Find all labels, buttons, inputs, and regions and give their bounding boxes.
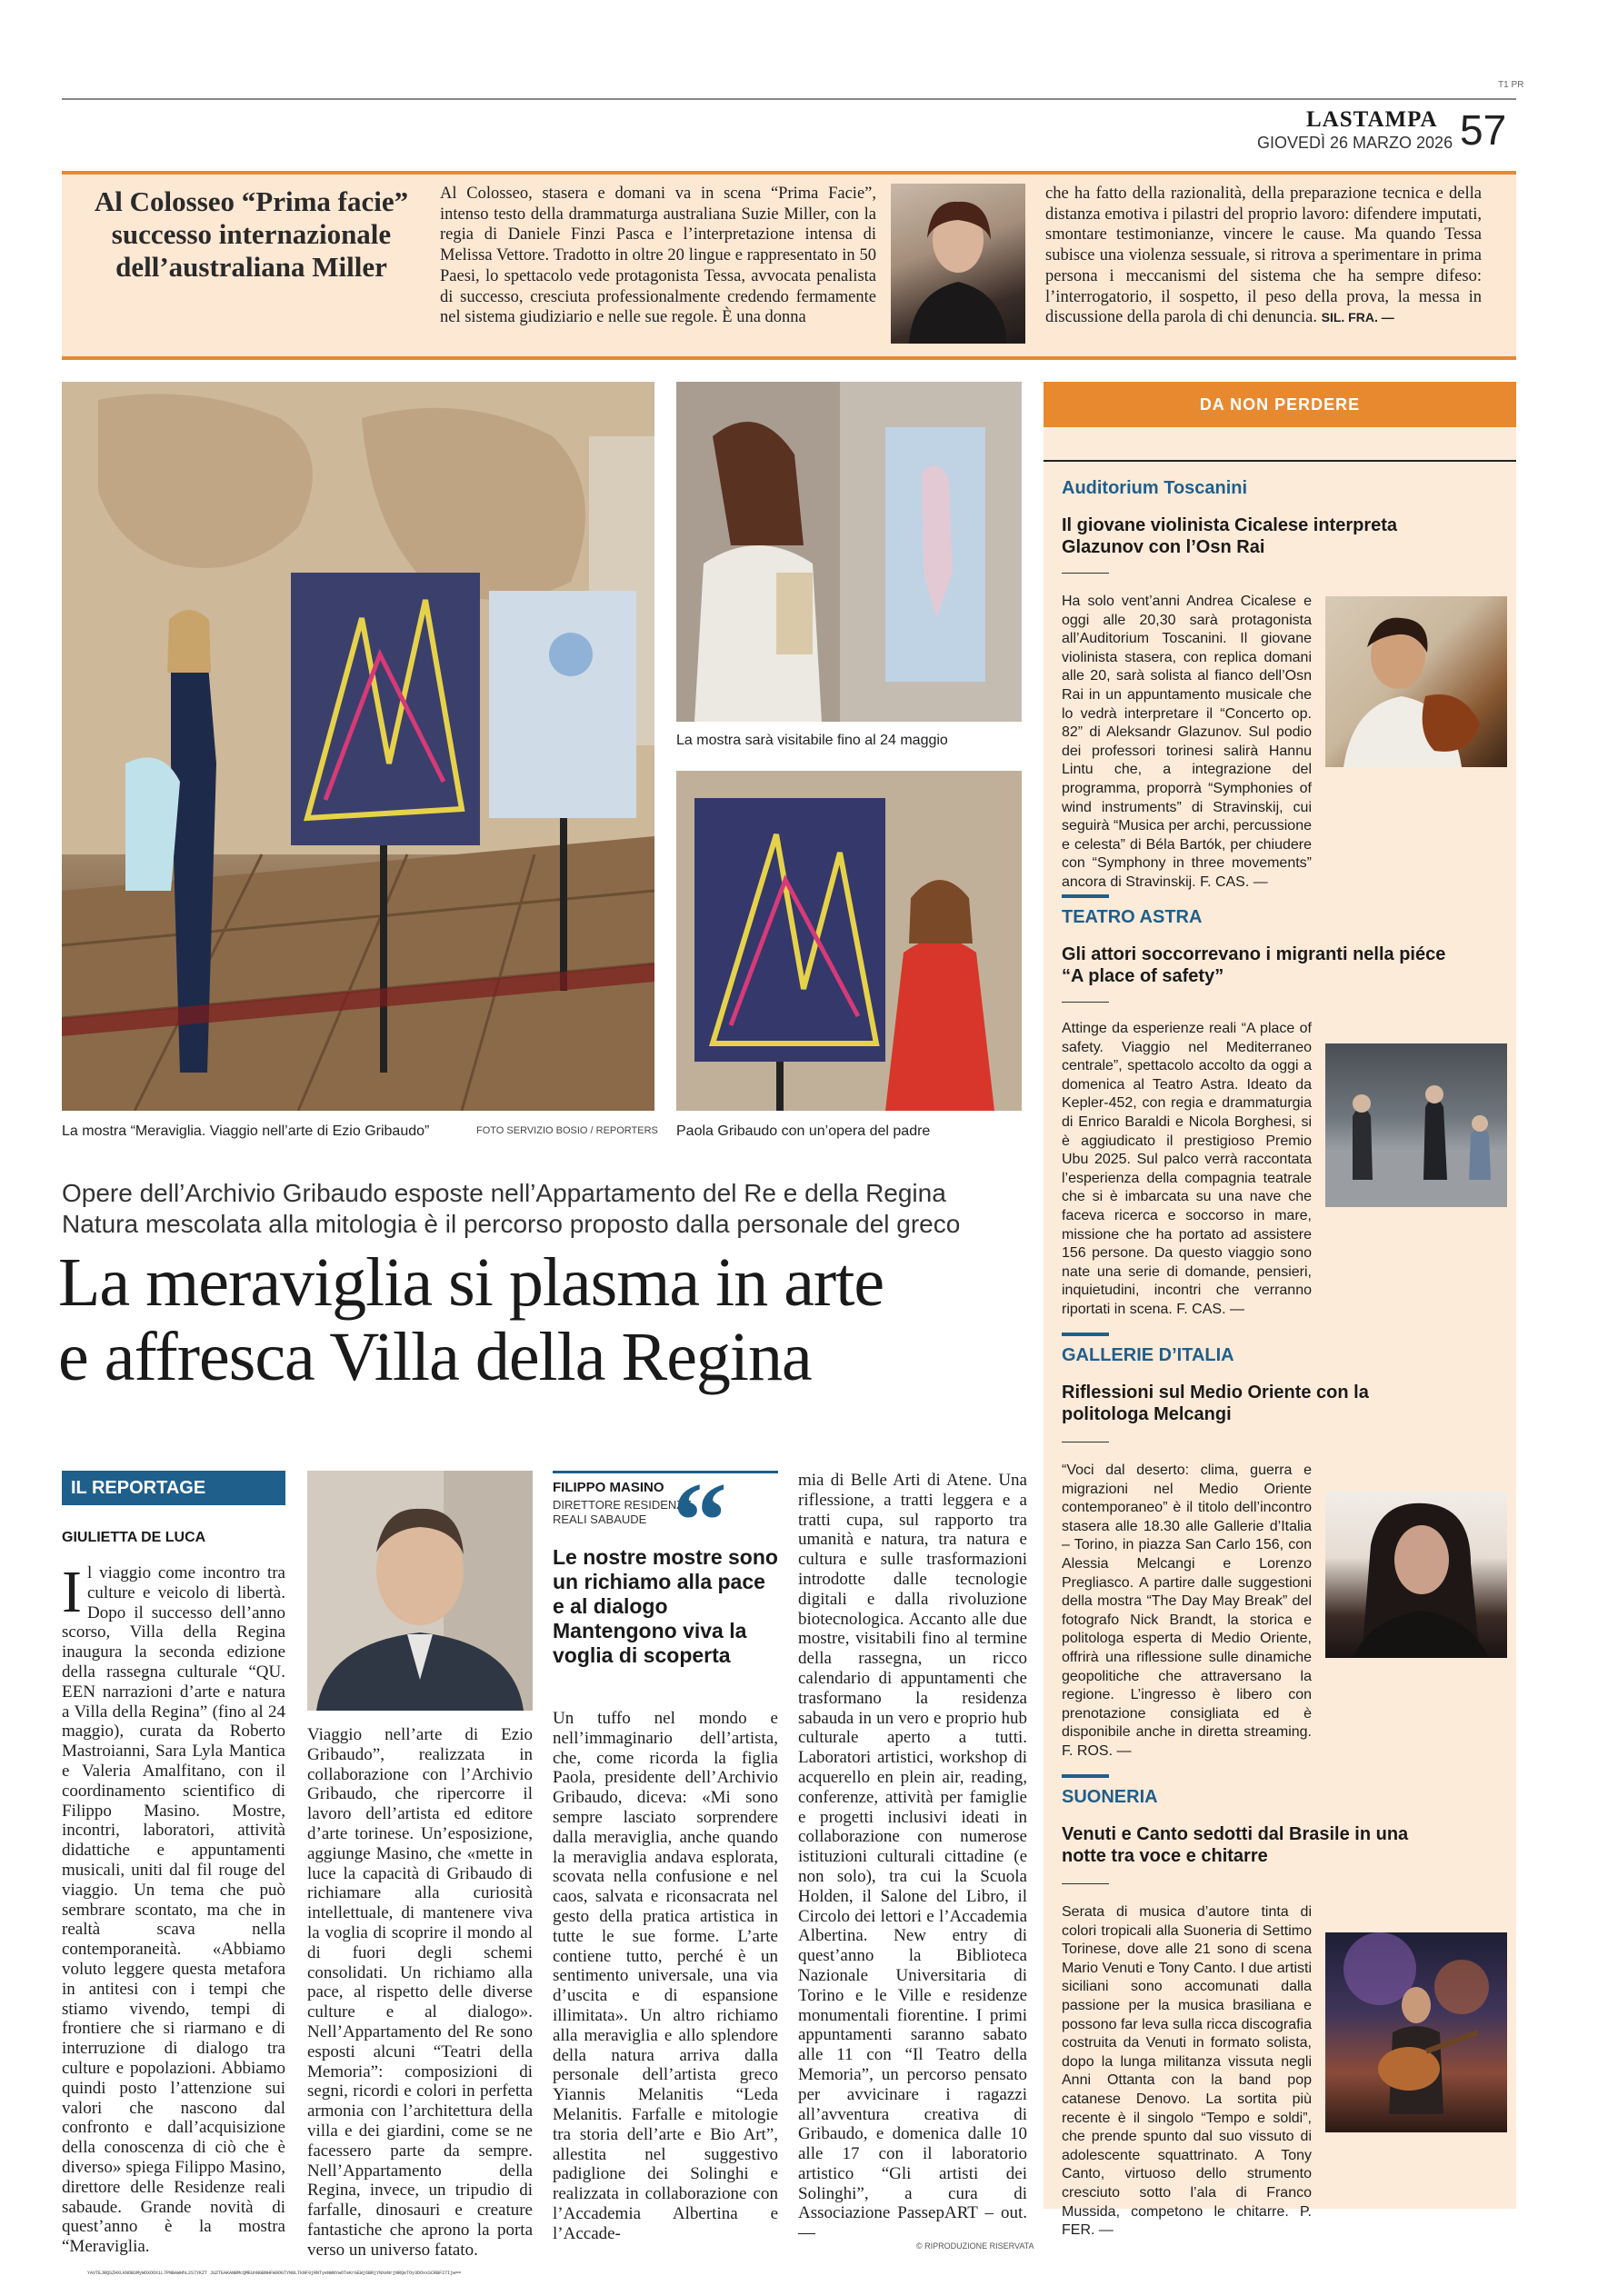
top-box-text-right-body: che ha fatto della razionalità, della preparazione tecnica e della distanza emotiva i pilastri del proprio lavoro: difendere imputati, smontare testimonianze, vincere le cause. Ma quando Tessa subisce una violenza sessuale, si ritrova a sperimentare in prima persona i meccanismi del sistema che ha sempre difeso: l’interrogatorio, il sospetto, il peso della prova, la messa in discussione della parola di chi denuncia. [1045,185,1482,327]
section-tag: IL REPORTAGE [62,1471,285,1505]
filippo-masino-photo [307,1471,533,1711]
sidebar-item-text: Serata di musica d’autore tinta di colori tropicali alla Suoneria di Settimo Torinese, dove alle 21 sono di scena Mario Venuti e Tony Canto. I due artisti siciliani sono accomunati dalla passione per la musica brasiliana e possono far leva sulla ricca discografia costruita da Venuti in formato solista, dopo la lunga militanza vissuta negli Anni Ottanta con la band pop catanese Denovo. La sortita più recente è il singolo “Tempo e soldi”, che prende spunto dal suo vissuto di adolescente squattrinato. A Tony Canto, virtuoso dello strumento cresciuto sotto l’ala di Franco Mussida, competono le chitarre. P. FER. — [1062,1904,1312,2239]
article-column-4: mia di Belle Arti di Atene. Una riflessione, a tratti leggera e a tratti cupa, sul rapporto tra umanità e natura, tra natura e cultura e sulle trasformazioni introdotte dalle tecnologie digitali e dalla rivoluzione biotecnologica. Accanto alle due mostre, visitabili fino al termine della rassegna, un ricco calendario di appuntamenti che trasformano la residenza sabauda in un vero e proprio hub culturale aperto a tutti. Laboratori artistici, workshop di acquerello en plein air, reading, conferenze, attività per famiglie e progetti inclusivi ideati in collaborazione con numerose istituzioni culturali cittadine (e non solo), tra cui la Scuola Holden, il Salone del Libro, il Circolo dei lettori e l’Accademia Albertina. New entry di quest’anno la Biblioteca Nazionale Universitaria di Torino e le Ville e residenze monumentali fiorentine. I primi appuntamenti saranno sabato alle 11 con “Il Teatro della Memoria”, un percorso pensato per avvicinare i ragazzi all’avventura creativa di Gribaudo, e domenica dalle 10 alle 17 con il laboratorio artistico “Gli artisti dei Solinghi”, a cura di Associazione PassepART – out. — [798,1471,1027,2243]
page-code: T1 PR [1498,80,1524,90]
top-box-text-right [1045,184,1482,328]
visitor-photo-caption: La mostra sarà visitabile fino al 24 maggio [676,733,948,748]
theatre-stage-photo [1325,1043,1507,1207]
article-headline [58,1245,1058,1394]
subtitle-line-1: Opere dell’Archivio Gribaudo esposte nell’Appartamento del Re e della Regina [62,1179,946,1207]
exhibition-hall-photo [62,382,654,1111]
header-rule [62,98,1516,100]
sidebar-item-title: Gli attori soccorrevano i migranti nella piéce “A place of safety” [1062,944,1446,986]
sidebar-tag-bar [1062,894,1109,898]
sidebar-tag-bar [1062,1774,1109,1778]
quote-rule [553,1471,778,1473]
top-box-text-left: Al Colosseo, stasera e domani va in scena “Prima Facie”, intenso testo della drammaturga australiana Suzie Miller, con la regia di Daniele Finzi Pasca e l’interpretazione intensa di Melissa Vettore. Tradotto in oltre 20 lingue e rappresentato in 50 Paesi, lo spettacolo vede protagonista Tessa, avvocata penalista di successo, cresciuta professionalmente credendo fermamente nel sistema giudiziario e nelle sue regole. È una donna [440,185,876,327]
sidebar-small-rule [1062,1883,1109,1884]
sidebar-tag-bar [1062,1333,1109,1336]
headline-line-1: La meraviglia si plasma in arte [58,1244,884,1321]
footer-code: YAVTEJRQSZHXLKNOBSMyWOXOOXiL7PNBAWHhL2S7YKZT JUZTEAKANBMcQMEUnNGBNHFW9OGTYN0LTkNF9jRNTyeNWNYwOTeKrGEWj6BRjYNXeNrjNRQeTOy3DOxxSCRBF27Ijw== [87,2271,462,2276]
sidebar-small-rule [1062,1002,1109,1003]
drop-cap: I [62,1559,82,1625]
article-column-1-text: l viaggio come incontro tra culture e veicolo di libertà. Dopo il successo dell’anno scorso, Villa della Regina inaugura la seconda edizione della rassegna culturale “QU. EEN narrazioni d’arte e natura a Villa della Regina” (fino al 24 maggio), curata da Roberto Mastroianni, Sara Lyla Mantica e Valeria Amalfitano, con il coordinamento scientifico di Filippo Masino. Mostre, incontri, laboratori, attività didattiche e appuntamenti musicali, uniti dal fil rouge del viaggio. Un tema che può sembrare scontato, ma che in realtà scava nella contemporaneità. «Abbiamo voluto leggere questa metafora in antitesi con i tempi che stiamo vivendo, tempi di frontiere che si riarmano e di interruzione di dialogo tra culture e popolazioni. Abbiamo quindi posto l’attenzione sui valori che nascono dal confronto e dall’acquisizione della conoscenza di ciò che è diverso» spiega Filippo Masino, direttore delle Residenze reali sabaude. Grande novità di quest’anno è la mostra “Meraviglia. [62,1563,285,2257]
sidebar-item-tag: Auditorium Toscanini [1062,478,1248,498]
actress-photo [891,184,1025,344]
sidebar-item-tag: SUONERIA [1062,1787,1158,1807]
sidebar-item-text: “Voci dal deserto: clima, guerra e migrazioni nel Medio Oriente contemporaneo” è il titolo dell’incontro stasera alle 18.30 alle Gallerie d’Italia – Torino, in piazza San Carlo 156, con Alessia Melcangi e Lorenzo Pregliasco. A partire dalle suggestioni della mostra “The Day May Break” del fotografo Nick Brandt, la storica e politologa esperta di Medio Oriente, offrirà una riflessione sulle dinamiche geopolitiche che attraversano la regione. L’ingresso è libero con prenotazione consigliata ed è disponibile anche in diretta streaming. F. ROS. — [1062,1462,1312,1759]
violinist-photo [1325,596,1507,767]
issue-date: GIOVEDÌ 26 MARZO 2026 [1257,134,1453,152]
quote-mark-icon: “ [673,1460,727,1581]
author-byline: GIULIETTA DE LUCA [62,1530,206,1545]
gribaudo-photo-caption: Paola Gribaudo con un’opera del padre [676,1123,931,1139]
top-box-title: Al Colosseo “Prima facie” successo internazionale dell’australiana Miller [94,185,409,283]
newspaper-brand: LASTAMPA [1306,107,1438,132]
sidebar-item-text: Attinge da esperienze reali “A place of safety. Viaggio nel Mediterraneo centrale”, spettacolo accolto da oggi a domenica al Teatro Astra. Ideato da Kepler-452, con regia e drammaturgia di Enrico Baraldi e Nicola Borghesi, si è aggiudicato il prestigioso Premio Ubu 2025. Sul palco verrà raccontata l’esperienza della compagnia teatrale che si è imbarcata su una nave che faceva ricerca e soccorso in mare, missione che ha portato ad assistere 156 persone. Da questo viaggio sono nate una serie di domande, pensieri, inquietudini, incontri che verranno riportati in scena. F. CAS. — [1062,1021,1312,1317]
article-column-3: Un tuffo nel mondo e nell’immaginario dell’artista, che, come ricorda la figlia Paola, presidente dell’Archivio Gribaudo, diceva: «Mi sono sempre lasciato sorprendere dalla meraviglia, anche quando la meraviglia andava esplorata, scovata nella confusione e nel caos, salvata e riconsacrata nel gesto della pratica artistica in tutte le sue forme. L’arte contiene tutto, perché è un sentimento universale, una via d’uscita e di espansione illimitata». Un altro richiamo alla meraviglia e allo splendore della natura arriva dalla personale dell’artista greco Yiannis Melanitis “Leda Melanitis. Farfalle e mitologie tra storia dell’arte e Bio Art”, allestita nel suggestivo padiglione dei Solinghi e realizzata in collaborazione con l’Accademia Albertina e l’Accade- [553,1709,778,2243]
quote-author-role: DIRETTORE RESIDENZE REALI SABAUDE [553,1498,692,1526]
article-column-2: Viaggio nell’arte di Ezio Gribaudo”, realizzata in collaborazione con l’Archivio Gribaudo, che ripercorre il lavoro dell’artista ed editore d’arte torinese. Un’esposizione, aggiunge Masino, che «mette in luce la capacità di Gribaudo di richiamare alla curiosità intellettuale, di mantenere viva la voglia di scoprire il mondo al di fuori degli schemi consolidati. Un richiamo alla pace, al rispetto delle diverse culture e al dialogo». Nell’Appartamento del Re sono esposti alcuni “Teatri della Memoria”: composizioni di segni, ricordi e colori in perfetta armonia con l’architettura della villa e dei giardini, come se ne facessero parte da sempre. Nell’Appartamento della Regina, invece, un tripudio di farfalle, dinosauri e creature fantastiche che aprono la porta verso un universo fatato. [307,1725,533,2260]
sidebar-header: DA NON PERDERE [1044,382,1516,427]
sidebar-item-tag: GALLERIE D’ITALIA [1062,1345,1234,1365]
politologist-photo [1325,1491,1507,1658]
sidebar-item-text: Ha solo vent’anni Andrea Cicalese e oggi alle 20,30 sarà protagonista all’Auditorium Toscanini. Il giovane violinista stasera, con replica domani alle 20, sarà solista al fianco dell’Osn Rai in un appuntamento musicale che lo vedrà interpretare il “Concerto op. 82” di Aleksandr Glazunov. Sul podio dei professori torinesi salirà Hannu Lintu che, a integrazione del programma, proporrà “Symphonies of wind instruments” di Stravinskij, cui seguirà “Musica per archi, percussione e celesta” di Béla Bartók, per chiudere con “Symphony in three movements” ancora di Stravinskij. F. CAS. — [1062,594,1312,890]
copyright-notice: © RIPRODUZIONE RISERVATA [916,2241,1034,2251]
top-box-signature: SIL. FRA. — [1321,310,1394,325]
subtitle-line-2: Natura mescolata alla mitologia è il percorso proposto dalla personale del greco [62,1210,961,1238]
musician-guitar-photo [1325,1932,1507,2132]
sidebar-item-title: Il giovane violinista Cicalese interpreta Glazunov con l’Osn Rai [1062,515,1398,557]
headline-line-2: e affresca Villa della Regina [58,1319,812,1395]
sidebar-item-title: Riflessioni sul Medio Oriente con la politologa Melcangi [1062,1383,1369,1424]
page-number: 57 [1460,106,1507,154]
article-subtitle [62,1178,1044,1240]
paola-gribaudo-photo [676,771,1022,1111]
sidebar-rule [1044,460,1516,462]
visitor-photo [676,382,1022,722]
sidebar-item-title: Venuti e Canto sedotti dal Brasile in una notte tra voce e chitarre [1062,1824,1409,1866]
pull-quote: Le nostre mostre sono un richiamo alla pace e al dialogo Mantengono viva la voglia di scoperta [553,1545,778,1667]
quote-author: FILIPPO MASINO [553,1480,664,1495]
photo-credit: FOTO SERVIZIO BOSIO / REPORTERS [476,1125,658,1136]
sidebar-small-rule [1062,573,1109,574]
article-column-1 [62,1559,285,2257]
main-photo-caption: La mostra “Meraviglia. Viaggio nell’arte di Ezio Gribaudo” [62,1123,430,1139]
sidebar-item-tag: TEATRO ASTRA [1062,907,1203,927]
